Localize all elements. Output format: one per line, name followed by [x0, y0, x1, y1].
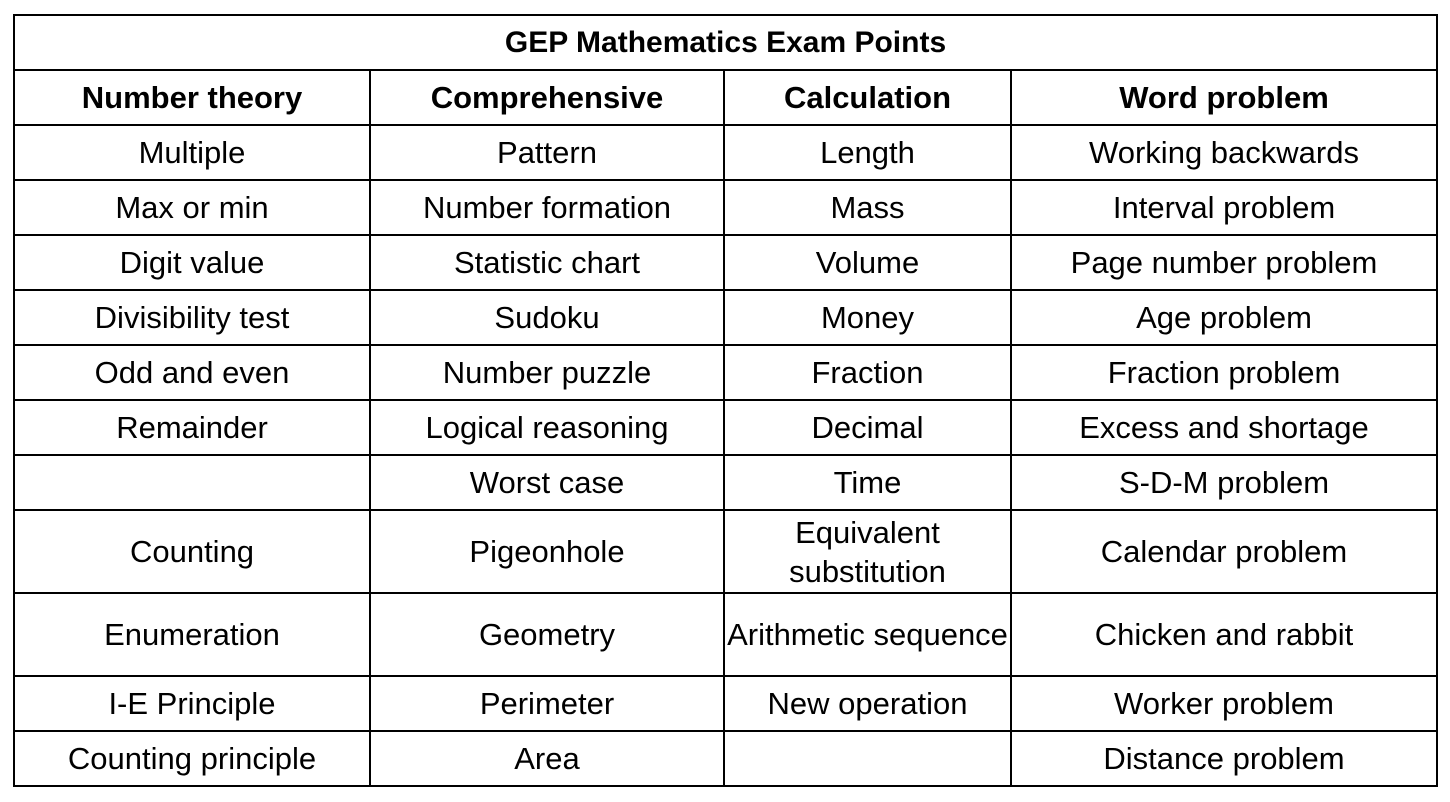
table-row [14, 125, 1437, 180]
table-cell: Max or min [14, 180, 370, 235]
table-cell: Worst case [370, 455, 724, 510]
table-row [14, 235, 1437, 290]
table-title: GEP Mathematics Exam Points [14, 15, 1437, 70]
table-cell: Sudoku [370, 290, 724, 345]
table-cell: New operation [724, 676, 1011, 731]
table-row [14, 593, 1437, 676]
table-cell: Worker problem [1011, 676, 1437, 731]
column-header-number-theory: Number theory [14, 70, 370, 125]
table-row [14, 400, 1437, 455]
table-title-row [14, 15, 1437, 70]
table-row [14, 731, 1437, 786]
table-row [14, 510, 1437, 593]
table-row [14, 345, 1437, 400]
table-cell: Equivalent substitution [724, 510, 1011, 593]
table-cell: Fraction [724, 345, 1011, 400]
section-heading-counting: Counting [14, 510, 370, 593]
table-cell: Working backwards [1011, 125, 1437, 180]
table-cell: Multiple [14, 125, 370, 180]
table-cell: Mass [724, 180, 1011, 235]
table-cell: Area [370, 731, 724, 786]
table-cell: Digit value [14, 235, 370, 290]
table-cell: Calendar problem [1011, 510, 1437, 593]
table-cell: Arithmetic sequence [724, 593, 1011, 676]
table-row [14, 180, 1437, 235]
table-cell: Statistic chart [370, 235, 724, 290]
table-cell: Pigeonhole [370, 510, 724, 593]
table-cell: I-E Principle [14, 676, 370, 731]
table-cell [14, 455, 370, 510]
table-cell: Number formation [370, 180, 724, 235]
table-row [14, 290, 1437, 345]
column-header-calculation: Calculation [724, 70, 1011, 125]
table-cell: S-D-M problem [1011, 455, 1437, 510]
table-cell: Remainder [14, 400, 370, 455]
table-cell: Logical reasoning [370, 400, 724, 455]
column-header-word-problem: Word problem [1011, 70, 1437, 125]
table-cell: Counting principle [14, 731, 370, 786]
table-cell: Number puzzle [370, 345, 724, 400]
column-header-comprehensive: Comprehensive [370, 70, 724, 125]
table-cell: Decimal [724, 400, 1011, 455]
table-row [14, 676, 1437, 731]
table-cell: Age problem [1011, 290, 1437, 345]
table-cell: Interval problem [1011, 180, 1437, 235]
table-cell: Page number problem [1011, 235, 1437, 290]
section-heading-geometry: Geometry [370, 593, 724, 676]
table-cell: Distance problem [1011, 731, 1437, 786]
table-cell [724, 731, 1011, 786]
table-cell: Time [724, 455, 1011, 510]
table-cell: Chicken and rabbit [1011, 593, 1437, 676]
table-row [14, 455, 1437, 510]
table-cell: Pattern [370, 125, 724, 180]
table-cell: Length [724, 125, 1011, 180]
table-cell: Divisibility test [14, 290, 370, 345]
table-cell: Excess and shortage [1011, 400, 1437, 455]
table-cell: Enumeration [14, 593, 370, 676]
table-cell: Fraction problem [1011, 345, 1437, 400]
table-header-row [14, 70, 1437, 125]
table-cell: Money [724, 290, 1011, 345]
exam-points-table [13, 14, 1438, 787]
table-cell: Volume [724, 235, 1011, 290]
table-cell: Odd and even [14, 345, 370, 400]
table-cell: Perimeter [370, 676, 724, 731]
